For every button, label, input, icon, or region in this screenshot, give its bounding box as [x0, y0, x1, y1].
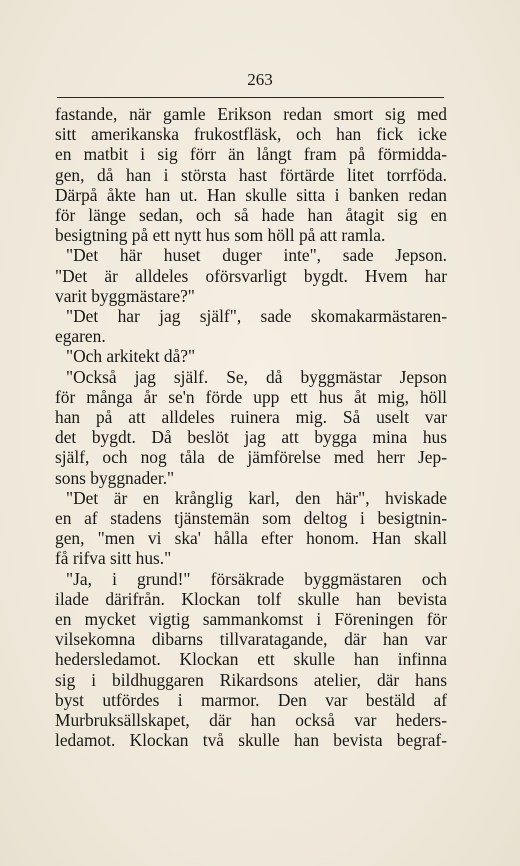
header-rule — [57, 97, 444, 98]
text-line: han på att alldeles ruinera mig. Så uselt var — [55, 407, 447, 428]
text-line: ledamot. Klockan två skulle han bevista begraf- — [55, 730, 447, 751]
text-line: för många år se'n förde upp ett hus åt mig, höll — [55, 386, 447, 407]
text-line: varit byggmästare?" — [55, 285, 195, 306]
text-line: sitt amerikanska frukostfläsk, och han fick icke — [55, 124, 447, 145]
text-line: en mycket vigtig sammankomst i Föreningen för — [55, 609, 447, 630]
text-line: besigtning på ett nytt hus som höll på att ramla. — [55, 225, 386, 246]
text-line: gen, "men vi ska' hålla efter honom. Han skall — [55, 528, 447, 549]
text-line: "Det är alldeles oförsvarligt bygdt. Hvem har — [55, 265, 447, 286]
text-line: fastande, när gamle Erikson redan smort sig med — [55, 104, 447, 124]
text-line: "Och arkitekt då?" — [66, 346, 196, 367]
text-line: en af stadens tjänstemän som deltog i besigtnin- — [55, 508, 447, 529]
text-line: "Ja, i grund!" försäkrade byggmästaren och — [66, 568, 447, 589]
text-line: "Också jag själf. Se, då byggmästar Jepson — [66, 366, 447, 387]
body-text — [55, 104, 447, 751]
text-line: få rifva sitt hus." — [55, 548, 172, 569]
text-line: gen, då han i största hast förtärde litet torrföda. — [55, 164, 447, 185]
text-line: Murbruksällskapet, där han också var heders- — [55, 710, 447, 731]
text-line: en matbit i sig förr än långt fram på förmidda- — [55, 144, 447, 165]
text-line: "Det är en krånglig karl, den här", hviskade — [66, 487, 447, 508]
text-line: vilsekomna dibarns tillvaratagande, där han var — [55, 629, 447, 650]
page-number: 263 — [247, 70, 273, 89]
text-line: hedersledamot. Klockan ett skulle han infinna — [55, 649, 447, 670]
text-line: själf, och nog tåla de jämförelse med herr Jep- — [55, 447, 447, 468]
text-line: byst utfördes i marmor. Den var bestäld af — [55, 689, 447, 710]
text-line: "Det här huset duger inte", sade Jepson. — [66, 245, 447, 266]
text-line: sons byggnader." — [55, 467, 175, 488]
text-line: Därpå åkte han ut. Han skulle sitta i banken redan — [55, 184, 447, 205]
text-line: "Det har jag själf", sade skomakarmästaren- — [66, 306, 447, 327]
text-line: ilade därifrån. Klockan tolf skulle han bevista — [55, 588, 447, 609]
text-line: sig i bildhuggaren Rikardsons atelier, där hans — [55, 669, 447, 690]
text-line: det bygdt. Då beslöt jag att bygga mina hus — [55, 427, 447, 448]
text-line: för länge sedan, och så hade han åtagit sig en — [55, 205, 447, 226]
text-line: egaren. — [55, 326, 106, 347]
